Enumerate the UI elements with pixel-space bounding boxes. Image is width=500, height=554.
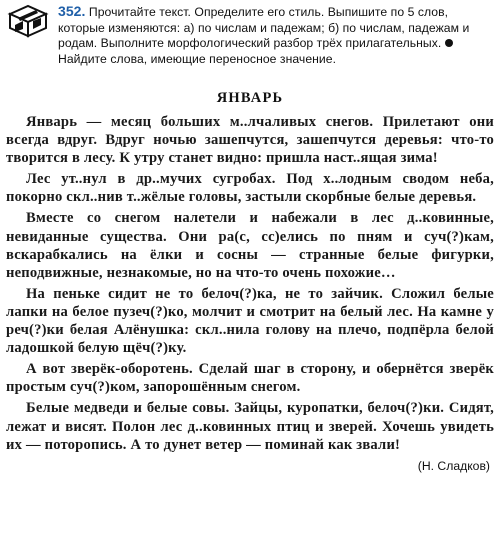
text-body	[6, 113, 494, 454]
text-source: (Н. Сладков)	[417, 458, 490, 473]
task-extra-instruction: Найдите слова, имеющие переносное значение.	[58, 51, 337, 66]
paragraph: Белые медведи и белые совы. Зайцы, куропатки, белоч(?)ки. Сидят, лежат и висят. Полон лес д..ковинных птиц и зверей. Хочешь увидеть их — поторопись. А то дунет ветер — поминай как звали!	[6, 400, 494, 453]
paragraph: А вот зверёк-оборотень. Сделай шаг в сторону, и обернётся зверёк простым суч(?)ком, запорошённым снегом.	[6, 361, 494, 396]
paragraph: Лес ут..нул в др..мучих сугробах. Под х..лодным сводом неба, покорно скл..нив т..жёлые головы, застыли скорбные белые деревья.	[6, 171, 494, 206]
pencil-task-icon	[6, 4, 50, 38]
paragraph: Вместе со снегом налетели и набежали в лес д..ковинные, невиданные существа. Они ра(с, сс)елись по пням и суч(?)кам, вскарабкались на ёлки и сосны — странные белые фигурки, неподвижные, незнакомые, но на что-то очень похожие…	[6, 210, 494, 281]
paragraph: На пеньке сидит не то белоч(?)ка, не то зайчик. Сложил белые лапки на белое пузеч(?)ко, молчит и смотрит на белый лес. На камне у реч(?)ки белая Алёнушка: скл..нила голову на плечо, подпёрла белой ладошкой белую щёч(?)ку.	[6, 285, 494, 357]
paragraph: Январь — месяц больших м..лчаливых снегов. Прилетают они всегда вдруг. Вдруг ночью зашепчутся, зашепчутся деревья: что-то творится в лесу. К утру станет видно: пришла наст..ящая зима!	[6, 114, 494, 167]
task-instructions: Прочитайте текст. Определите его стиль. Выпишите по 5 слов, которые изменяются: а) по числам и падежам; б) по числам, падежам и родам. Выполните морфологический разбор трёх прилагательных.	[58, 5, 470, 50]
task-number: 352.	[58, 3, 86, 19]
bullet-icon	[445, 39, 453, 47]
text-title: ЯНВАРЬ	[216, 90, 284, 106]
task-header	[6, 4, 494, 82]
